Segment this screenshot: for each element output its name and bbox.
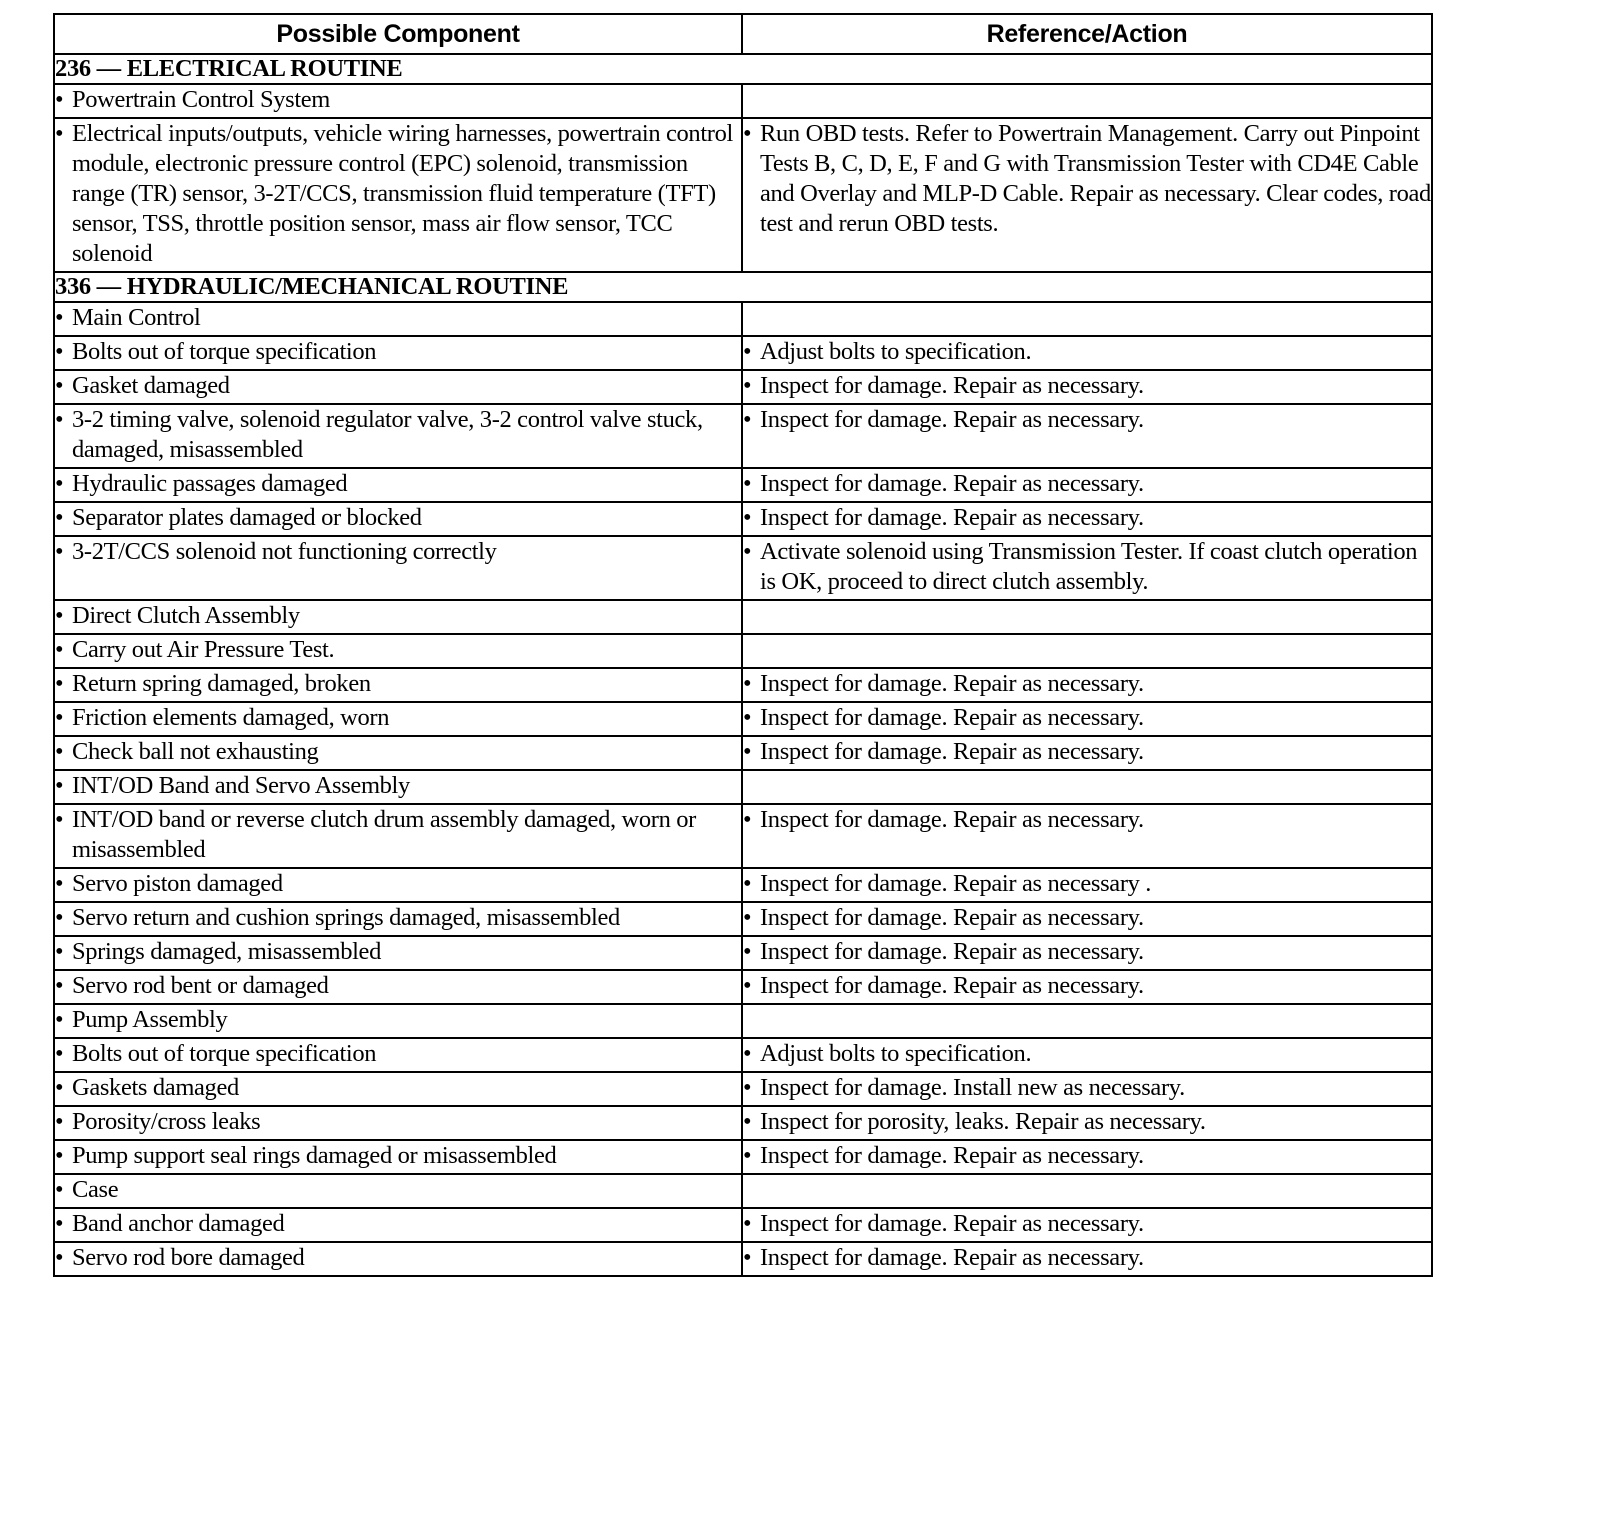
bullet-icon: • bbox=[743, 738, 752, 765]
table-row bbox=[54, 600, 1432, 634]
bullet-icon: • bbox=[55, 870, 64, 897]
table-row bbox=[54, 736, 1432, 770]
bullet-icon: • bbox=[55, 406, 64, 433]
component-cell bbox=[54, 936, 742, 970]
table-row bbox=[54, 770, 1432, 804]
component-cell bbox=[54, 970, 742, 1004]
table-row bbox=[54, 302, 1432, 336]
column-header-action: Reference/Action bbox=[742, 14, 1432, 54]
action-text: Inspect for damage. Repair as necessary. bbox=[760, 904, 1144, 931]
component-text: Servo rod bore damaged bbox=[72, 1244, 305, 1271]
bullet-icon: • bbox=[55, 1210, 64, 1237]
bullet-icon: • bbox=[55, 1006, 64, 1033]
bullet-icon: • bbox=[55, 538, 64, 565]
bullet-icon: • bbox=[743, 704, 752, 731]
bullet-icon: • bbox=[55, 806, 64, 833]
bullet-icon: • bbox=[55, 470, 64, 497]
table-row bbox=[54, 370, 1432, 404]
bullet-icon: • bbox=[55, 86, 64, 113]
bullet-icon: • bbox=[55, 670, 64, 697]
bullet-icon: • bbox=[55, 1176, 64, 1203]
action-cell bbox=[742, 804, 1432, 868]
action-cell bbox=[742, 1004, 1432, 1038]
component-cell bbox=[54, 336, 742, 370]
component-text: Servo piston damaged bbox=[72, 870, 283, 897]
bullet-icon: • bbox=[55, 338, 64, 365]
table-row bbox=[54, 502, 1432, 536]
bullet-icon: • bbox=[743, 938, 752, 965]
component-text: Bolts out of torque specification bbox=[72, 338, 377, 365]
action-cell bbox=[742, 1072, 1432, 1106]
action-cell bbox=[742, 702, 1432, 736]
component-cell bbox=[54, 736, 742, 770]
component-text: Case bbox=[72, 1176, 119, 1203]
table-row bbox=[54, 1140, 1432, 1174]
component-text: Friction elements damaged, worn bbox=[72, 704, 390, 731]
component-cell bbox=[54, 1174, 742, 1208]
component-text: Pump Assembly bbox=[72, 1006, 228, 1033]
bullet-icon: • bbox=[55, 904, 64, 931]
header-row bbox=[54, 14, 1432, 54]
action-cell bbox=[742, 118, 1432, 272]
table-row bbox=[54, 468, 1432, 502]
table-row bbox=[54, 118, 1432, 272]
component-text: Porosity/cross leaks bbox=[72, 1108, 261, 1135]
bullet-icon: • bbox=[55, 772, 64, 799]
table-row bbox=[54, 1208, 1432, 1242]
bullet-icon: • bbox=[743, 406, 752, 433]
bullet-icon: • bbox=[55, 1142, 64, 1169]
component-cell bbox=[54, 804, 742, 868]
table-row bbox=[54, 1174, 1432, 1208]
action-text: Inspect for damage. Repair as necessary. bbox=[760, 406, 1144, 433]
table-row bbox=[54, 1072, 1432, 1106]
table-row bbox=[54, 702, 1432, 736]
bullet-icon: • bbox=[55, 738, 64, 765]
action-cell bbox=[742, 404, 1432, 468]
action-cell bbox=[742, 536, 1432, 600]
component-text: Powertrain Control System bbox=[72, 86, 331, 113]
component-cell bbox=[54, 302, 742, 336]
component-cell bbox=[54, 1072, 742, 1106]
component-cell bbox=[54, 1038, 742, 1072]
component-text: 3-2T/CCS solenoid not functioning correctly bbox=[72, 538, 497, 565]
action-cell bbox=[742, 302, 1432, 336]
action-text: Inspect for porosity, leaks. Repair as necessary. bbox=[760, 1108, 1206, 1135]
table-row bbox=[54, 1004, 1432, 1038]
bullet-icon: • bbox=[743, 338, 752, 365]
component-text: Hydraulic passages damaged bbox=[72, 470, 348, 497]
action-text: Inspect for damage. Repair as necessary. bbox=[760, 806, 1144, 833]
component-text: Band anchor damaged bbox=[72, 1210, 285, 1237]
action-text: Inspect for damage. Repair as necessary. bbox=[760, 972, 1144, 999]
bullet-icon: • bbox=[743, 1040, 752, 1067]
table-row bbox=[54, 970, 1432, 1004]
action-cell bbox=[742, 668, 1432, 702]
bullet-icon: • bbox=[55, 1074, 64, 1101]
component-text: Gasket damaged bbox=[72, 372, 230, 399]
component-text: Carry out Air Pressure Test. bbox=[72, 636, 335, 663]
component-cell bbox=[54, 502, 742, 536]
component-cell bbox=[54, 868, 742, 902]
bullet-icon: • bbox=[55, 372, 64, 399]
action-text: Inspect for damage. Repair as necessary. bbox=[760, 504, 1144, 531]
table-row bbox=[54, 536, 1432, 600]
bullet-icon: • bbox=[743, 372, 752, 399]
action-text: Adjust bolts to specification. bbox=[760, 1040, 1032, 1067]
action-cell bbox=[742, 336, 1432, 370]
action-text: Inspect for damage. Repair as necessary. bbox=[760, 738, 1144, 765]
action-text: Inspect for damage. Repair as necessary. bbox=[760, 1210, 1144, 1237]
action-cell bbox=[742, 634, 1432, 668]
table-row bbox=[54, 668, 1432, 702]
table-row bbox=[54, 1242, 1432, 1276]
action-text: Activate solenoid using Transmission Tester. If coast clutch operation is OK, proceed to direct clutch assembly. bbox=[760, 538, 1418, 595]
table-row bbox=[54, 902, 1432, 936]
component-cell bbox=[54, 404, 742, 468]
action-cell bbox=[742, 970, 1432, 1004]
component-cell bbox=[54, 84, 742, 118]
bullet-icon: • bbox=[743, 1244, 752, 1271]
section-row bbox=[54, 54, 1432, 84]
bullet-icon: • bbox=[55, 1040, 64, 1067]
bullet-icon: • bbox=[743, 1142, 752, 1169]
component-text: Bolts out of torque specification bbox=[72, 1040, 377, 1067]
component-text: INT/OD Band and Servo Assembly bbox=[72, 772, 410, 799]
action-text: Inspect for damage. Repair as necessary. bbox=[760, 1142, 1144, 1169]
action-cell bbox=[742, 736, 1432, 770]
bullet-icon: • bbox=[743, 806, 752, 833]
table-row bbox=[54, 1038, 1432, 1072]
bullet-icon: • bbox=[55, 972, 64, 999]
bullet-icon: • bbox=[55, 1244, 64, 1271]
component-text: INT/OD band or reverse clutch drum assembly damaged, worn or misassembled bbox=[72, 806, 696, 863]
bullet-icon: • bbox=[55, 120, 64, 147]
action-text: Inspect for damage. Repair as necessary. bbox=[760, 1244, 1144, 1271]
action-cell bbox=[742, 1038, 1432, 1072]
action-cell bbox=[742, 370, 1432, 404]
bullet-icon: • bbox=[743, 904, 752, 931]
component-text: Gaskets damaged bbox=[72, 1074, 239, 1101]
action-cell bbox=[742, 770, 1432, 804]
component-text: Servo return and cushion springs damaged, misassembled bbox=[72, 904, 620, 931]
action-cell bbox=[742, 902, 1432, 936]
action-cell bbox=[742, 1140, 1432, 1174]
action-cell bbox=[742, 1174, 1432, 1208]
action-cell bbox=[742, 1106, 1432, 1140]
action-text: Run OBD tests. Refer to Powertrain Management. Carry out Pinpoint Tests B, C, D, E, F and G with Transmission Tester with CD4E Cable and Overlay and MLP-D Cable. Repair as necessary. Clear codes, road test and rerun OBD tests. bbox=[760, 120, 1431, 237]
bullet-icon: • bbox=[743, 1210, 752, 1237]
bullet-icon: • bbox=[55, 704, 64, 731]
component-cell bbox=[54, 702, 742, 736]
component-cell bbox=[54, 468, 742, 502]
action-cell bbox=[742, 84, 1432, 118]
component-cell bbox=[54, 634, 742, 668]
column-header-component: Possible Component bbox=[54, 14, 742, 54]
table-row bbox=[54, 404, 1432, 468]
bullet-icon: • bbox=[55, 1108, 64, 1135]
action-cell bbox=[742, 468, 1432, 502]
action-text: Inspect for damage. Repair as necessary. bbox=[760, 704, 1144, 731]
component-cell bbox=[54, 668, 742, 702]
action-text: Inspect for damage. Repair as necessary. bbox=[760, 670, 1144, 697]
bullet-icon: • bbox=[55, 636, 64, 663]
table-row bbox=[54, 1106, 1432, 1140]
bullet-icon: • bbox=[743, 120, 752, 147]
bullet-icon: • bbox=[743, 870, 752, 897]
component-cell bbox=[54, 600, 742, 634]
component-cell bbox=[54, 902, 742, 936]
action-text: Inspect for damage. Repair as necessary . bbox=[760, 870, 1152, 897]
action-cell bbox=[742, 1208, 1432, 1242]
bullet-icon: • bbox=[743, 538, 752, 565]
component-text: Return spring damaged, broken bbox=[72, 670, 371, 697]
component-cell bbox=[54, 1004, 742, 1038]
component-cell bbox=[54, 536, 742, 600]
component-text: Check ball not exhausting bbox=[72, 738, 319, 765]
section-title: 336 — HYDRAULIC/MECHANICAL ROUTINE bbox=[54, 272, 1432, 302]
component-cell bbox=[54, 1140, 742, 1174]
table-row bbox=[54, 868, 1432, 902]
action-text: Inspect for damage. Install new as necessary. bbox=[760, 1074, 1185, 1101]
action-cell bbox=[742, 868, 1432, 902]
component-cell bbox=[54, 370, 742, 404]
table-row bbox=[54, 634, 1432, 668]
component-cell bbox=[54, 1208, 742, 1242]
component-cell bbox=[54, 1242, 742, 1276]
component-text: Electrical inputs/outputs, vehicle wiring harnesses, powertrain control module, electronic pressure control (EPC) solenoid, transmission range (TR) sensor, 3-2T/CCS, transmission fluid temperature (TFT) sensor, TSS, throttle position sensor, mass air flow sensor, TCC solenoid bbox=[72, 120, 733, 267]
diagnosis-table bbox=[53, 13, 1433, 1277]
bullet-icon: • bbox=[743, 972, 752, 999]
section-row bbox=[54, 272, 1432, 302]
action-text: Adjust bolts to specification. bbox=[760, 338, 1032, 365]
bullet-icon: • bbox=[743, 1108, 752, 1135]
action-cell bbox=[742, 1242, 1432, 1276]
bullet-icon: • bbox=[55, 304, 64, 331]
section-title: 236 — ELECTRICAL ROUTINE bbox=[54, 54, 1432, 84]
action-text: Inspect for damage. Repair as necessary. bbox=[760, 470, 1144, 497]
action-cell bbox=[742, 502, 1432, 536]
table-row bbox=[54, 84, 1432, 118]
component-text: Separator plates damaged or blocked bbox=[72, 504, 422, 531]
component-text: Pump support seal rings damaged or misassembled bbox=[72, 1142, 557, 1169]
component-cell bbox=[54, 770, 742, 804]
bullet-icon: • bbox=[743, 1074, 752, 1101]
bullet-icon: • bbox=[743, 504, 752, 531]
table-row bbox=[54, 936, 1432, 970]
component-text: 3-2 timing valve, solenoid regulator valve, 3-2 control valve stuck, damaged, misassembled bbox=[72, 406, 703, 463]
bullet-icon: • bbox=[743, 470, 752, 497]
component-text: Main Control bbox=[72, 304, 201, 331]
component-cell bbox=[54, 118, 742, 272]
table-row bbox=[54, 804, 1432, 868]
table-row bbox=[54, 336, 1432, 370]
bullet-icon: • bbox=[55, 602, 64, 629]
bullet-icon: • bbox=[743, 670, 752, 697]
action-cell bbox=[742, 600, 1432, 634]
component-text: Direct Clutch Assembly bbox=[72, 602, 300, 629]
bullet-icon: • bbox=[55, 504, 64, 531]
action-text: Inspect for damage. Repair as necessary. bbox=[760, 938, 1144, 965]
component-text: Springs damaged, misassembled bbox=[72, 938, 381, 965]
component-text: Servo rod bent or damaged bbox=[72, 972, 329, 999]
table-body bbox=[54, 54, 1432, 1276]
bullet-icon: • bbox=[55, 938, 64, 965]
action-cell bbox=[742, 936, 1432, 970]
component-cell bbox=[54, 1106, 742, 1140]
action-text: Inspect for damage. Repair as necessary. bbox=[760, 372, 1144, 399]
